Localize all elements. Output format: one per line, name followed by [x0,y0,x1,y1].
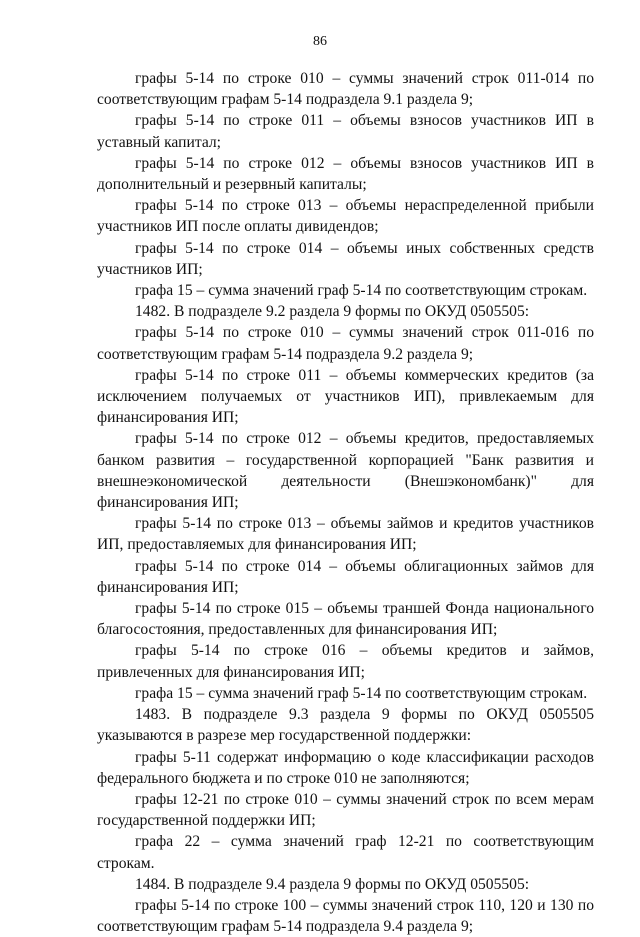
paragraph: графа 15 – сумма значений граф 5-14 по соответствующим строкам. [135,684,588,702]
paragraph: графы 12-21 по строке 010 – суммы значений строк по всем мерам государственной поддержки ИП; [97,790,594,830]
paragraph: графы 5-14 по строке 014 – объемы иных собственных средств участников ИП; [97,239,594,278]
section-heading-1484: 1484. В подразделе 9.4 раздела 9 формы по ОКУД 0505505: [135,875,530,893]
document-body [97,68,594,937]
paragraph: графы 5-14 по строке 013 – объемы нераспределенной прибыли участников ИП после оплаты дивидендов; [97,197,594,236]
paragraph: графы 5-14 по строке 012 – объемы взносов участников ИП в дополнительный и резервный капиталы; [97,154,594,194]
paragraph: графы 5-14 по строке 016 – объемы кредитов и займов, привлеченных для финансирования ИП; [97,642,594,681]
paragraph: графы 5-11 содержат информацию о коде классификации расходов федерального бюджета и по строке 010 не заполняются; [97,748,594,787]
page-number: 86 [313,34,327,49]
paragraph: графа 15 – сумма значений граф 5-14 по соответствующим строкам. [135,282,588,300]
paragraph: графы 5-14 по строке 013 – объемы займов и кредитов участников ИП, предоставляемых для финансирования ИП; [97,515,594,554]
section-heading-1483: 1483. В подразделе 9.3 раздела 9 формы по ОКУД 0505505 указываются в разрезе мер государственной поддержки: [97,706,594,745]
paragraph: графы 5-14 по строке 012 – объемы кредитов, предоставляемых банком развития – государственной корпорацией "Банк развития и внешнеэкономической деятельности (Внешэкономбанк)" для финансирования ИП; [97,430,594,512]
paragraph: графы 5-14 по строке 011 – объемы взносов участников ИП в уставный капитал; [97,112,594,151]
paragraph: графа 22 – сумма значений граф 12-21 по соответствующим строкам. [97,833,594,872]
paragraph: графы 5-14 по строке 010 – суммы значений строк 011-016 по соответствующим графам 5-14 подраздела 9.2 раздела 9; [97,324,594,363]
section-heading-1482: 1482. В подразделе 9.2 раздела 9 формы по ОКУД 0505505: [135,303,530,321]
paragraph: графы 5-14 по строке 015 – объемы траншей Фонда национального благосостояния, предоставленных для финансирования ИП; [97,600,594,639]
paragraph: графы 5-14 по строке 010 – суммы значений строк 011-014 по соответствующим графам 5-14 подраздела 9.1 раздела 9; [97,70,594,109]
paragraph: графы 5-14 по строке 011 – объемы коммерческих кредитов (за исключением получаемых от участников ИП), привлекаемым для финансирования ИП; [97,366,594,427]
paragraph: графы 5-14 по строке 100 – суммы значений строк 110, 120 и 130 по соответствующим графам 5-14 подраздела 9.4 раздела 9; [97,896,594,936]
paragraph: графы 5-14 по строке 014 – объемы облигационных займов для финансирования ИП; [97,557,594,596]
